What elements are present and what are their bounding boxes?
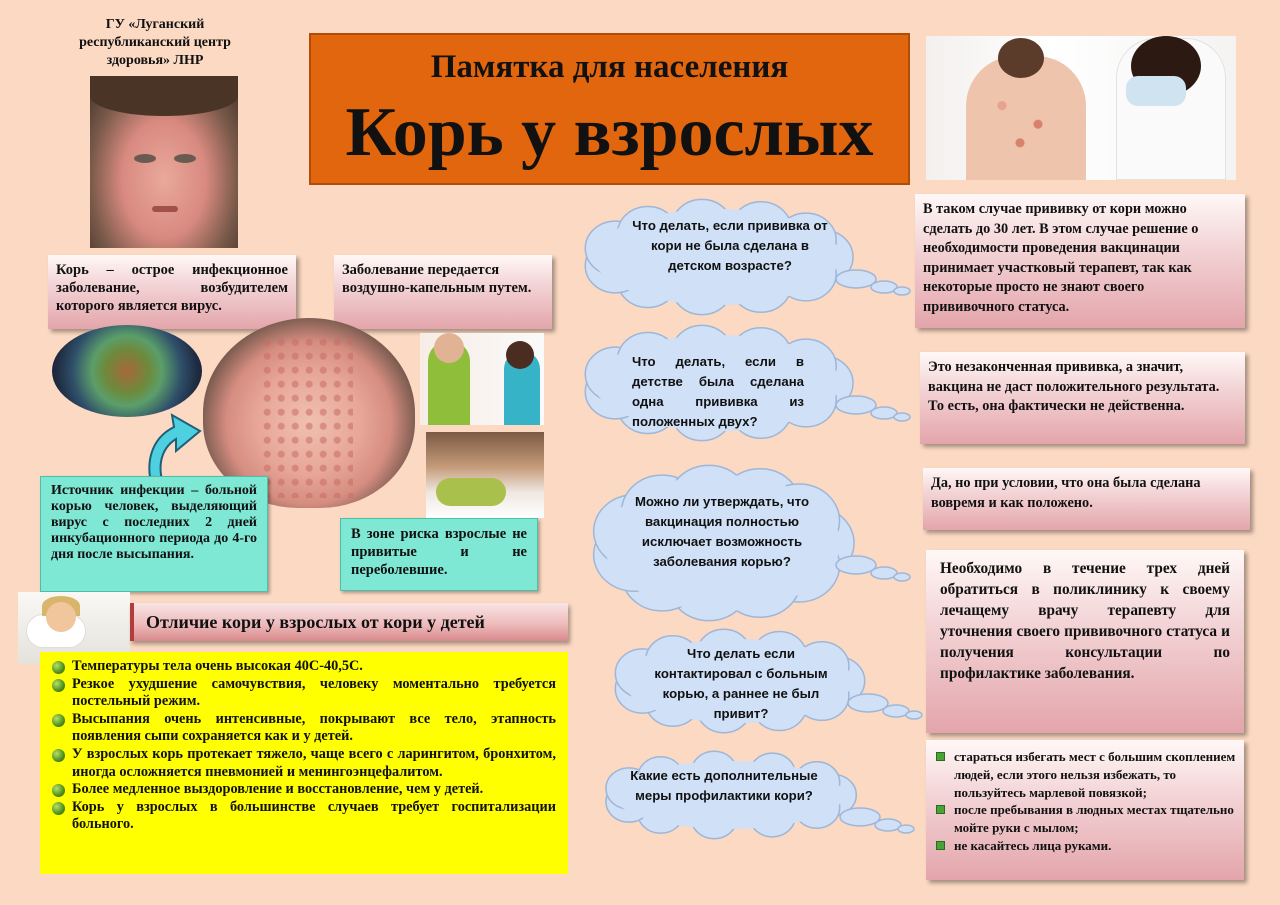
organization-name: ГУ «Луганский республиканский центр здоровья» ЛНР: [79, 17, 231, 68]
title-banner: [309, 33, 910, 185]
bullet-dot-icon: [52, 714, 65, 727]
question-bubble-4: Что делать если контактировал с больным корью, а раннее не был привит?: [610, 626, 928, 736]
question-bubble-3: Можно ли утверждать, что вакцинация полностью исключает возможность заболевания корью?: [590, 462, 916, 624]
answer-box-4: Необходимо в течение трех дней обратиться в поликлинику к своему лечащему врачу терапевту для уточнения своего прививочного статуса и получения консультации по профилактике заболевания.: [926, 550, 1244, 733]
transmission-box: Заболевание передается воздушно-капельным путем.: [334, 255, 552, 329]
list-item: не касайтесь лица руками.: [932, 837, 1238, 855]
list-item: Более медленное выздоровление и восстановление, чем у детей.: [50, 781, 556, 799]
page-title: Корь у взрослых: [345, 94, 874, 171]
difference-title: Отличие кори у взрослых от кори у детей: [130, 603, 568, 641]
list-item: после пребывания в людных местах тщательно мойте руки с мылом;: [932, 801, 1238, 837]
answer-box-3: Да, но при условии, что она была сделана вовремя и как положено.: [923, 468, 1250, 530]
question-bubble-5: Какие есть дополнительные меры профилактики кори?: [600, 748, 920, 842]
virus-image: [52, 325, 202, 417]
page-subtitle: Памятка для населения: [430, 49, 789, 85]
coughing-people-photo: [420, 333, 544, 425]
list-item: У взрослых корь протекает тяжело, чаще всего с ларингитом, бронхитом, иногда осложняется пневмонией и менингоэнцефалитом.: [50, 746, 556, 781]
risk-group-box: В зоне риска взрослые не привитые и не переболевшие.: [340, 518, 538, 591]
square-bullet-icon: [936, 841, 945, 850]
bullet-dot-icon: [52, 661, 65, 674]
doctor-examination-photo: [926, 36, 1236, 180]
answer-box-1: В таком случае прививку от кори можно сделать до 30 лет. В этом случае решение о необходимости проведения вакцинации принимает участковый терапевт, так как некоторые просто не знают своего прививочного статуса.: [915, 194, 1245, 328]
bullet-dot-icon: [52, 749, 65, 762]
bullet-dot-icon: [52, 679, 65, 692]
answer-box-2: Это незаконченная прививка, а значит, вакцина не даст положительного результата. То есть, она фактически не действенна.: [920, 352, 1245, 444]
infection-source-box: Источник инфекции – больной корью человек, выделяющий вирус с последних 2 дней инкубационного периода до 4-го дня после высыпания.: [40, 476, 268, 592]
bullet-dot-icon: [52, 784, 65, 797]
list-item: Резкое ухудшение самочувствия, человеку моментально требуется постельный режим.: [50, 676, 556, 711]
question-bubble-2: Что делать, если в детстве была сделана одна прививка из положенных двух?: [580, 322, 916, 444]
difference-list: [40, 652, 568, 874]
list-item: Температуры тела очень высокая 40С-40,5С.: [50, 658, 556, 676]
sick-man-in-bed-photo: [426, 432, 544, 518]
question-bubble-1: Что делать, если прививка от кори не была сделана в детском возрасте?: [580, 196, 916, 318]
square-bullet-icon: [936, 805, 945, 814]
patient-face-photo: [90, 76, 238, 248]
bullet-dot-icon: [52, 802, 65, 815]
list-item: Высыпания очень интенсивные, покрывают все тело, этапность появления сыпи сохраняется как и у детей.: [50, 711, 556, 746]
answer-box-5: [926, 740, 1244, 880]
definition-box: Корь – острое инфекционное заболевание, возбудителем которого является вирус.: [48, 255, 296, 329]
list-item: Корь у взрослых в большинстве случаев требует госпитализации больного.: [50, 799, 556, 834]
list-item: стараться избегать мест с большим скоплением людей, если этого нельзя избежать, то пользуйтесь марлевой повязкой;: [932, 748, 1238, 801]
square-bullet-icon: [936, 752, 945, 761]
